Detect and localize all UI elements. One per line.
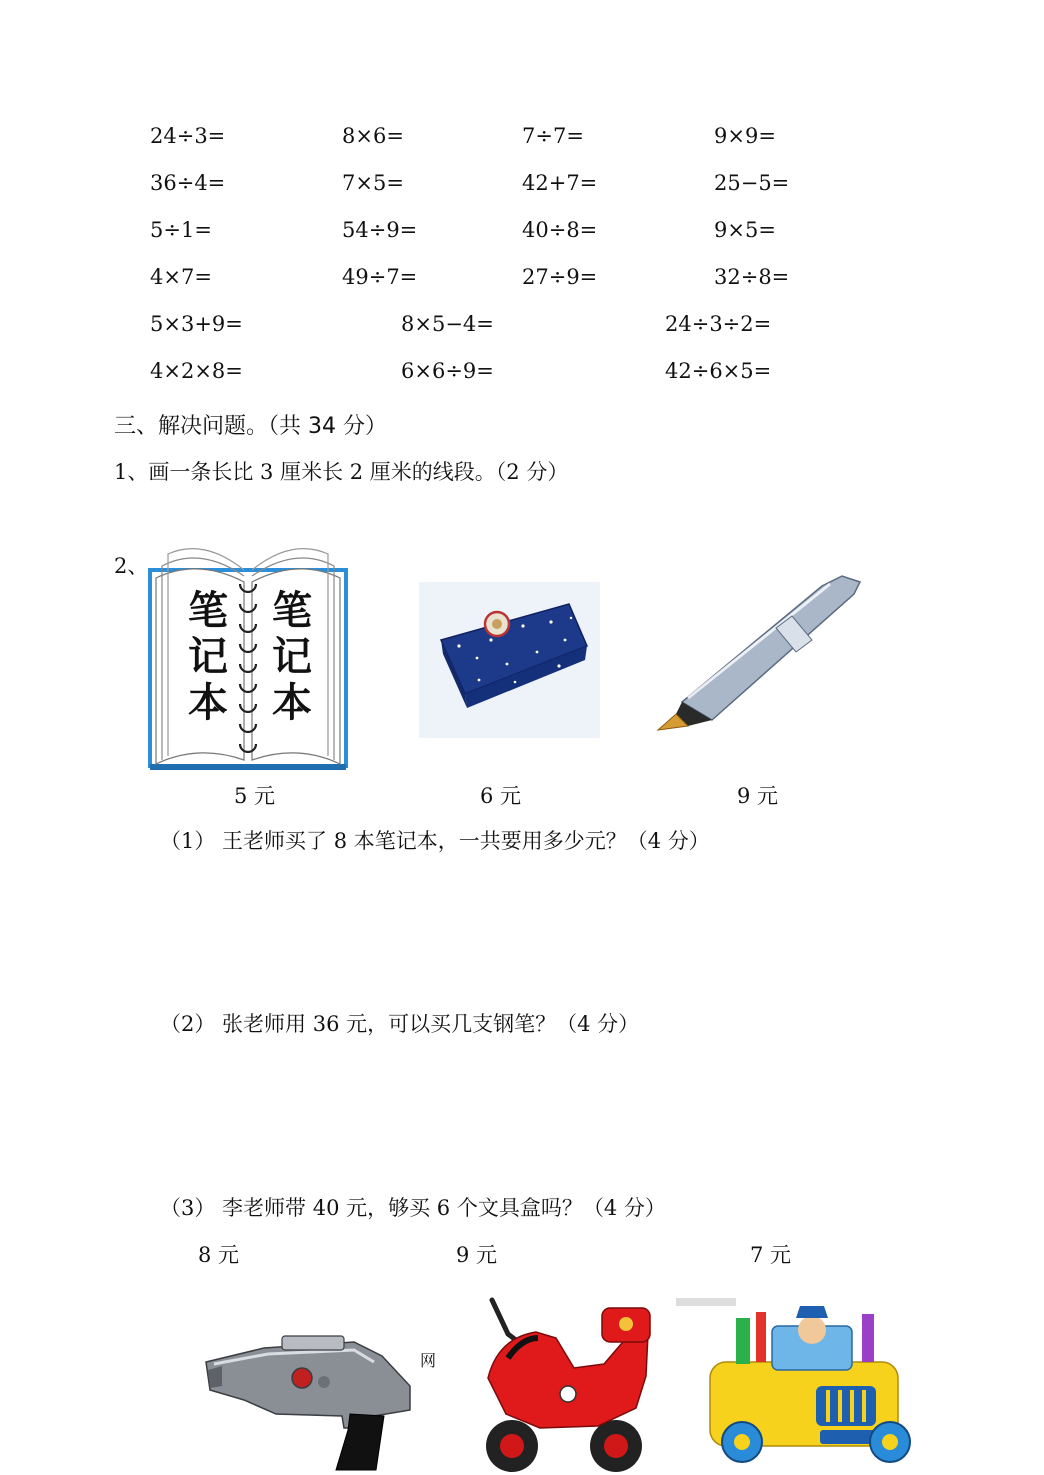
- equation: 24÷3÷2=: [665, 312, 772, 336]
- notebook-title-left: 笔 记 本: [188, 588, 228, 726]
- question-2-label: 2、: [114, 554, 149, 578]
- equation: 5×3+9=: [150, 312, 243, 336]
- notebook-drawing: [148, 548, 348, 770]
- toy-motorcycle-price: 9 元: [456, 1243, 498, 1267]
- equation: 9×5=: [714, 218, 776, 242]
- pen-price: 9 元: [737, 784, 779, 808]
- toy-motorcycle-image: [478, 1298, 658, 1473]
- notebook-title-right: 笔 记 本: [272, 588, 312, 726]
- pencil-case-image: [419, 582, 600, 738]
- toy-truck-drawing: [676, 1296, 924, 1471]
- toy-truck-price: 7 元: [750, 1243, 792, 1267]
- equation: 7÷7=: [522, 124, 584, 148]
- pencil-case-drawing: [419, 582, 600, 738]
- fountain-pen-drawing: [652, 570, 874, 734]
- notebook-price: 5 元: [234, 784, 276, 808]
- equation: 5÷1=: [150, 218, 212, 242]
- toy-motorcycle-drawing: [478, 1298, 658, 1473]
- equation: 42+7=: [522, 171, 598, 195]
- toy-truck-image: [676, 1296, 924, 1471]
- question-1: 1、画一条长比 3 厘米长 2 厘米的线段。（2 分）: [114, 460, 569, 484]
- fountain-pen-image: [652, 570, 874, 734]
- toy-gun-drawing: [204, 1330, 416, 1470]
- equation: 32÷8=: [714, 265, 790, 289]
- equation: 27÷9=: [522, 265, 598, 289]
- equation: 4×7=: [150, 265, 212, 289]
- toy-gun-price: 8 元: [198, 1243, 240, 1267]
- equation: 36÷4=: [150, 171, 226, 195]
- equation: 25−5=: [714, 171, 790, 195]
- stray-character: 网: [420, 1351, 437, 1370]
- equation: 54÷9=: [342, 218, 418, 242]
- equation: 7×5=: [342, 171, 404, 195]
- equation: 6×6÷9=: [401, 359, 494, 383]
- section-heading: 三、解决问题。（共 34 分）: [114, 414, 387, 439]
- equation: 8×5−4=: [401, 312, 494, 336]
- equation: 9×9=: [714, 124, 776, 148]
- pencil-case-price: 6 元: [480, 784, 522, 808]
- toy-gun-image: [204, 1330, 416, 1470]
- equation: 40÷8=: [522, 218, 598, 242]
- sub-question-1: （1） 王老师买了 8 本笔记本，一共要用多少元？（4 分）: [160, 829, 710, 853]
- sub-question-3: （3） 李老师带 40 元，够买 6 个文具盒吗？（4 分）: [160, 1196, 666, 1220]
- equation: 4×2×8=: [150, 359, 243, 383]
- notebook-image: [148, 548, 348, 770]
- equation: 49÷7=: [342, 265, 418, 289]
- equation: 24÷3=: [150, 124, 226, 148]
- sub-question-2: （2） 张老师用 36 元，可以买几支钢笔？（4 分）: [160, 1012, 640, 1036]
- equation: 42÷6×5=: [665, 359, 772, 383]
- equation: 8×6=: [342, 124, 404, 148]
